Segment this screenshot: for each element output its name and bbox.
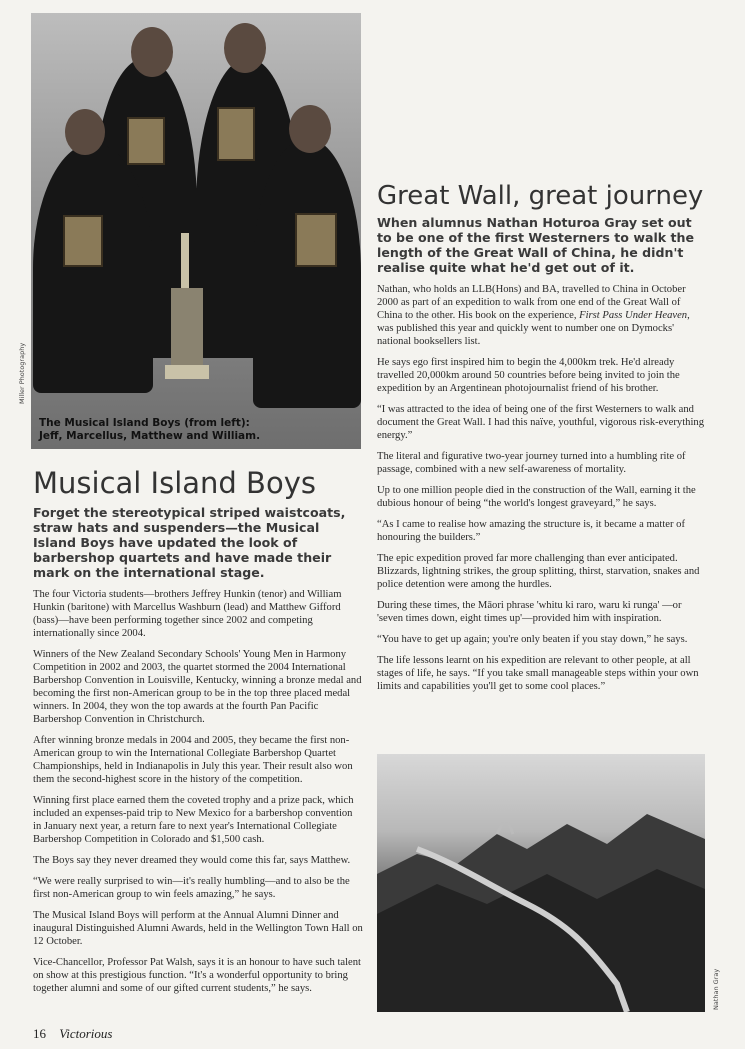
left-article-title: Musical Island Boys (33, 466, 316, 500)
right-article-title: Great Wall, great journey (377, 181, 704, 211)
book-title: First Pass Under Heaven (579, 310, 688, 321)
great-wall-photo (377, 754, 705, 1012)
left-article-standfirst: Forget the stereotypical striped waistcoats, straw hats and suspenders—the Musical Island Boys have updated the look of barbershop quartets and have made their mark on the international stage. (33, 505, 346, 580)
right-paragraph-5: Up to one million people died in the construction of the Wall, earning it the dubious honour of being “the world's longest graveyard,” he says. (377, 485, 696, 509)
right-paragraph-3: “I was attracted to the idea of being one of the first Westerners to walk and document the Great Wall. I had this naïve, youthful, vigorous risk-everything energy.” (377, 404, 704, 441)
left-article-body (33, 505, 363, 1003)
left-paragraph-2: Winners of the New Zealand Secondary Schools' Young Men in Harmony Competition in 2002 and 2003, the quartet stormed the 2004 International Barbershop Convention in Louisville, Kentucky, winning a bronze medal and becoming the first non-American group to be in the top three placed medal winners. In 2004, they won the top awards at the fourth Pan Pacific Barbershop Convention in Christchurch. (33, 649, 362, 725)
left-paragraph-7: The Musical Island Boys will perform at the Annual Alumni Dinner and inaugural Distinguished Alumni Awards, held in the Wellington Town Hall on 12 October. (33, 910, 363, 947)
caption-line-2: Jeff, Marcellus, Matthew and William. (39, 430, 261, 442)
left-paragraph-8: Vice-Chancellor, Professor Pat Walsh, says it is an honour to have such talent on show at this prestigious function. “It's a wonderful opportunity to bring together alumni and some of our gifted current students,” he says. (33, 957, 361, 994)
page-footer (33, 1026, 112, 1042)
right-article-body (377, 215, 707, 701)
left-paragraph-5: The Boys say they never dreamed they would come this far, says Matthew. (33, 855, 351, 866)
magazine-title: Victorious (59, 1026, 113, 1041)
right-article-standfirst: When alumnus Nathan Hoturoa Gray set out to be one of the first Westerners to walk the length of the Great Wall of China, he didn't realise quite what he'd get out of it. (377, 215, 695, 275)
right-paragraph-9: “You have to get up again; you're only beaten if you stay down,” he says. (377, 634, 688, 645)
right-paragraph-1 (377, 283, 707, 348)
right-paragraph-6: “As I came to realise how amazing the structure is, it became a matter of honouring the builders.” (377, 519, 685, 543)
left-paragraph-4: Winning first place earned them the coveted trophy and a prize pack, which included an expenses-paid trip to New Mexico for a barbershop convention in January next year, a return fare to next year's International Collegiate Barbershop Competition in Colorado and $1,500 cash. (33, 795, 354, 845)
left-paragraph-3: After winning bronze medals in 2004 and 2005, they became the first non-American group to win the International Collegiate Barbershop Quartet Championships, held in Indianapolis in July this year. Their result also won them the second-highest score in the history of the competition. (33, 735, 353, 785)
page-number: 16 (33, 1026, 46, 1041)
right-p1-before: Nathan, who holds an LLB(Hons) and BA, travelled to China in October 2000 as part of an expedition to walk from one end of the Great Wall of China to the other. His book on the experience, (377, 284, 686, 321)
right-paragraph-7: The epic expedition proved far more challenging than ever anticipated. Blizzards, lightning strikes, the group splitting, thirst, starvation, snakes and police detention were among the hurdles. (377, 553, 700, 590)
right-paragraph-8: During these times, the Māori phrase 'whitu ki raro, waru ki runga' —or 'seven times down, eight times up'—provided him with inspiration. (377, 600, 682, 624)
photo-caption (39, 417, 349, 443)
right-paragraph-2: He says ego first inspired him to begin the 4,000km trek. He'd already travelled 20,000km around 50 countries before being invited to join the expedition by an Argentinean photojournalist friend of his brother. (377, 357, 680, 394)
photo-credit-right: Nathan Gray (712, 968, 720, 1010)
right-paragraph-4: The literal and figurative two-year journey turned into a humbling rite of passage, combined with a new self-awareness of mortality. (377, 451, 686, 475)
photo-credit-left: Miller Photography (18, 342, 26, 404)
musical-island-boys-photo (31, 13, 361, 449)
right-p1-after: , was published this year and quickly went to number one on Dymocks' national booksellers list. (377, 310, 690, 347)
great-wall-illustration (377, 754, 705, 1012)
caption-line-1: The Musical Island Boys (from left): (39, 417, 250, 429)
left-paragraph-1: The four Victoria students—brothers Jeffrey Hunkin (tenor) and William Hunkin (baritone) with Marcellus Washburn (lead) and Matthew Gifford (bass)—have been performing together since 2002 and competing internationally since 2004. (33, 589, 342, 639)
right-paragraph-10: The life lessons learnt on his expedition are relevant to other people, at all stages of life, he says. “If you take small manageable steps within your own limits and capabilities you'll get to some cool places.” (377, 655, 699, 692)
left-paragraph-6: “We were really surprised to win—it's really humbling—and to also be the first non-American group to win feels amazing,” he says. (33, 876, 350, 900)
